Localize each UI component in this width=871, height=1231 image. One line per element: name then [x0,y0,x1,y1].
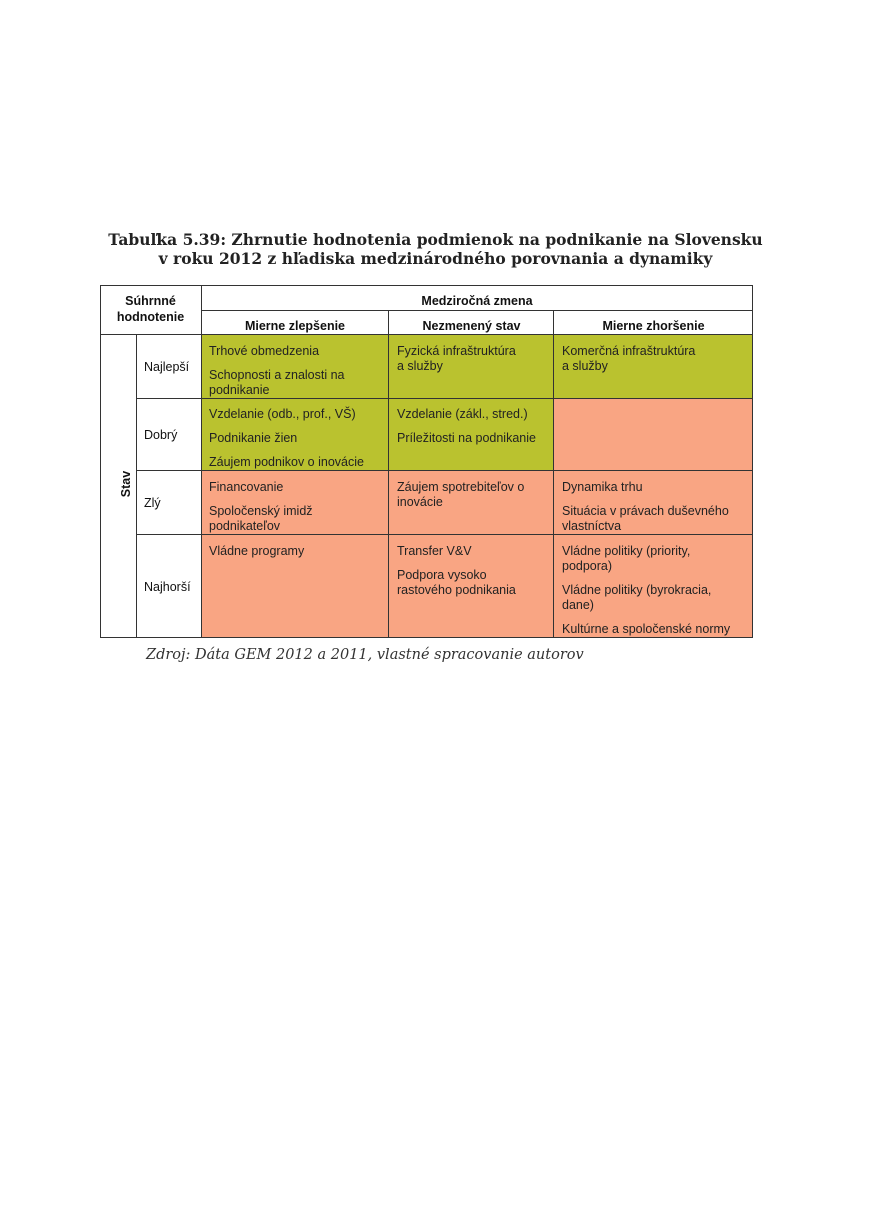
list-item: a služby [397,359,443,373]
list-item: Transfer V&V [397,544,472,558]
list-item: podnikanie [209,383,270,397]
table-border-bottom [100,637,753,638]
list-item: Príležitosti na podnikanie [397,431,536,445]
summary-table [100,285,753,638]
table-divider [136,470,753,471]
list-item: dane) [562,598,594,612]
list-item: inovácie [397,495,443,509]
list-item: podnikateľov [209,519,281,533]
list-item: Fyzická infraštruktúra [397,344,516,358]
list-item: a služby [562,359,608,373]
table-divider [136,534,753,535]
column-header-zhorsenie: Mierne zhoršenie [602,319,705,333]
list-item: rastového podnikania [397,583,516,597]
table-divider [201,310,753,311]
table-border-right [752,285,753,638]
list-item: Vzdelanie (odb., prof., VŠ) [209,407,356,421]
list-item: vlastníctva [562,519,622,533]
table-divider [136,398,753,399]
list-item: Situácia v právach duševného [562,504,729,518]
row-label-zly: Zlý [144,496,161,510]
corner-header-line-1: Súhrnné [125,294,176,308]
list-item: Trhové obmedzenia [209,344,320,358]
list-item: Vzdelanie (zákl., stred.) [397,407,528,421]
list-item: Vládne politiky (byrokracia, [562,583,712,597]
row-label-dobry: Dobrý [144,428,178,442]
corner-header [100,293,201,325]
table-border-top [100,285,753,286]
cell-dobry-zhorsenie [554,399,753,471]
table-divider [201,285,202,638]
corner-header-line-2: hodnotenie [116,310,185,324]
table-border-left [100,285,101,638]
table-divider [100,334,753,335]
list-item: Kultúrne a spoločenské normy [562,622,731,636]
list-item: Komerčná infraštruktúra [562,344,696,358]
row-label-najlepsi: Najlepší [144,360,190,374]
row-label-najhorsi: Najhorší [144,579,191,594]
list-item: Dynamika trhu [562,480,643,494]
list-item: Podpora vysoko [397,568,487,582]
list-item: Záujem podnikov o inovácie [209,455,364,469]
table-divider [388,310,389,638]
table-divider [553,310,554,638]
list-item: Vládne politiky (priority, [562,544,691,558]
list-item: Podnikanie žien [209,431,298,445]
list-item: Vládne programy [209,544,305,558]
row-axis-label: Stav [119,470,133,498]
caption-line-1: Tabuľka 5.39: Zhrnutie hodnotenia podmienok na podnikanie na Slovensku [108,230,763,249]
caption-line-2: v roku 2012 z hľadiska medzinárodného porovnania a dynamiky [158,249,713,268]
table-divider [136,334,137,638]
list-item: Financovanie [209,480,284,494]
group-header: Medziročná zmena [421,294,533,308]
table-caption [60,230,811,268]
list-item: Záujem spotrebiteľov o [397,480,525,494]
column-header-zlepsenie: Mierne zlepšenie [244,319,346,333]
column-header-nezmeneny: Nezmenený stav [422,319,521,333]
list-item: Schopnosti a znalosti na [209,368,345,382]
list-item: Spoločenský imidž [209,504,313,518]
source-note: Zdroj: Dáta GEM 2012 a 2011, vlastné spracovanie autorov [146,647,584,663]
list-item: podpora) [562,559,613,573]
